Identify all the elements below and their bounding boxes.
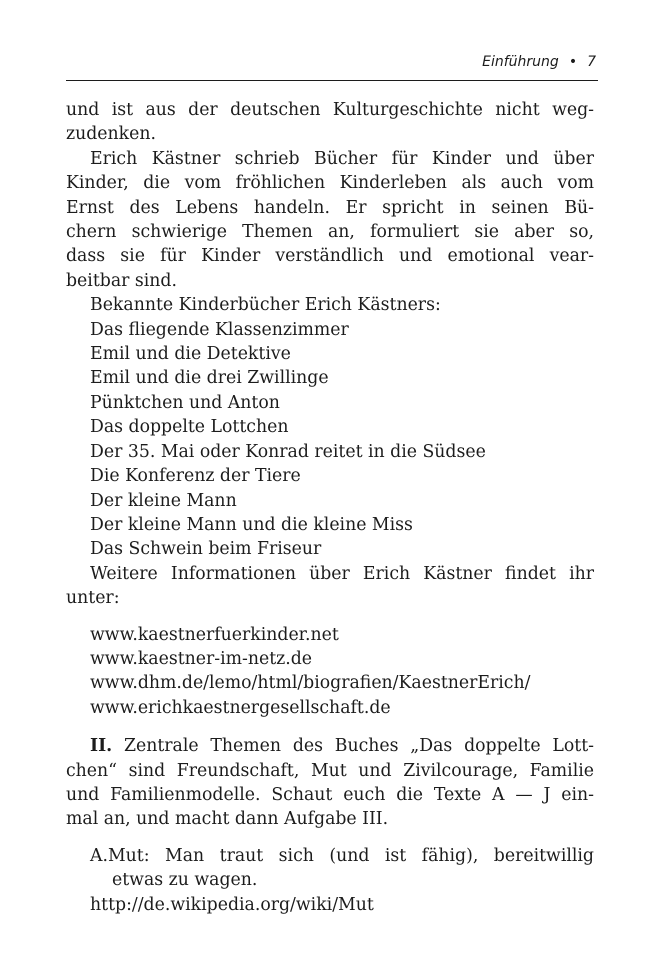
- book-title: Pünktchen und Anton: [90, 392, 280, 413]
- paragraph-continuation: [66, 98, 594, 147]
- text-line: [66, 734, 594, 758]
- text-line: Kinder, die vom fröhlichen Kinderleben als auch vom: [66, 173, 594, 194]
- books-list-intro: Bekannte Kinderbücher Erich Kästners:: [90, 295, 441, 316]
- paragraph-kaestner-books: [66, 147, 594, 293]
- link-url[interactable]: www.kaestnerfuerkinder.net: [90, 624, 339, 645]
- header-section-title: Einführung: [482, 54, 559, 70]
- book-title: Emil und die Detektive: [90, 344, 291, 365]
- text-line: etwas zu wagen.: [112, 870, 258, 891]
- text-line: mal an, und macht dann Aufgabe III.: [66, 809, 389, 830]
- book-title: Das doppelte Lottchen: [90, 417, 289, 438]
- book-title: Emil und die drei Zwillinge: [90, 368, 329, 389]
- header-bullet: •: [568, 54, 578, 70]
- book-title: Der kleine Mann: [90, 490, 237, 511]
- link-url[interactable]: www.kaestner-im-netz.de: [90, 648, 313, 669]
- book-title: Die Konferenz der Tiere: [90, 466, 301, 487]
- text-line: dass sie für Kinder verständlich und emotional vear-: [66, 246, 594, 267]
- text-line: und Familienmodelle. Schaut euch die Texte A — J ein-: [66, 784, 594, 805]
- more-info-paragraph: [66, 562, 594, 611]
- task-label: II.: [90, 736, 113, 757]
- text-a-entry: [66, 844, 594, 917]
- link-url[interactable]: http://de.wikipedia.org/wiki/Mut: [90, 894, 374, 915]
- running-header: [66, 54, 596, 78]
- text-line: chern schwierige Themen an, formuliert sie aber so,: [66, 222, 594, 243]
- task-text: Zentrale Themen des Buches „Das doppelte Lott-: [123, 736, 594, 757]
- header-rule: [66, 80, 598, 81]
- text-line: zudenken.: [66, 124, 156, 145]
- text-line: chen“ sind Freundschaft, Mut und Zivilcourage, Familie: [66, 760, 594, 781]
- book-title: Das Schwein beim Friseur: [90, 539, 322, 560]
- text-line: beitbar sind.: [66, 270, 177, 291]
- links-list: [66, 623, 594, 721]
- text-line: Ernst des Lebens handeln. Er spricht in seinen Bü-: [66, 197, 594, 218]
- task-ii-paragraph: [66, 734, 594, 832]
- books-list: [66, 318, 594, 562]
- book-title: Das fliegende Klassenzimmer: [90, 319, 349, 340]
- text-line: A.Mut: Man traut sich (und ist fähig), bereitwillig: [90, 845, 594, 866]
- book-title: Der 35. Mai oder Konrad reitet in die Südsee: [90, 441, 486, 462]
- page-body: [66, 98, 594, 917]
- text-line: Weitere Informationen über Erich Kästner findet ihr: [90, 563, 594, 584]
- text-line: und ist aus der deutschen Kulturgeschichte nicht weg-: [66, 100, 594, 120]
- text-line: Erich Kästner schrieb Bücher für Kinder und über: [90, 148, 594, 169]
- book-title: Der kleine Mann und die kleine Miss: [90, 514, 413, 535]
- link-url[interactable]: www.erichkaestnergesellschaft.de: [90, 697, 391, 718]
- text-line: unter:: [66, 588, 120, 609]
- link-url[interactable]: www.dhm.de/lemo/html/biografien/KaestnerErich/: [90, 673, 531, 694]
- page-number: 7: [587, 54, 596, 70]
